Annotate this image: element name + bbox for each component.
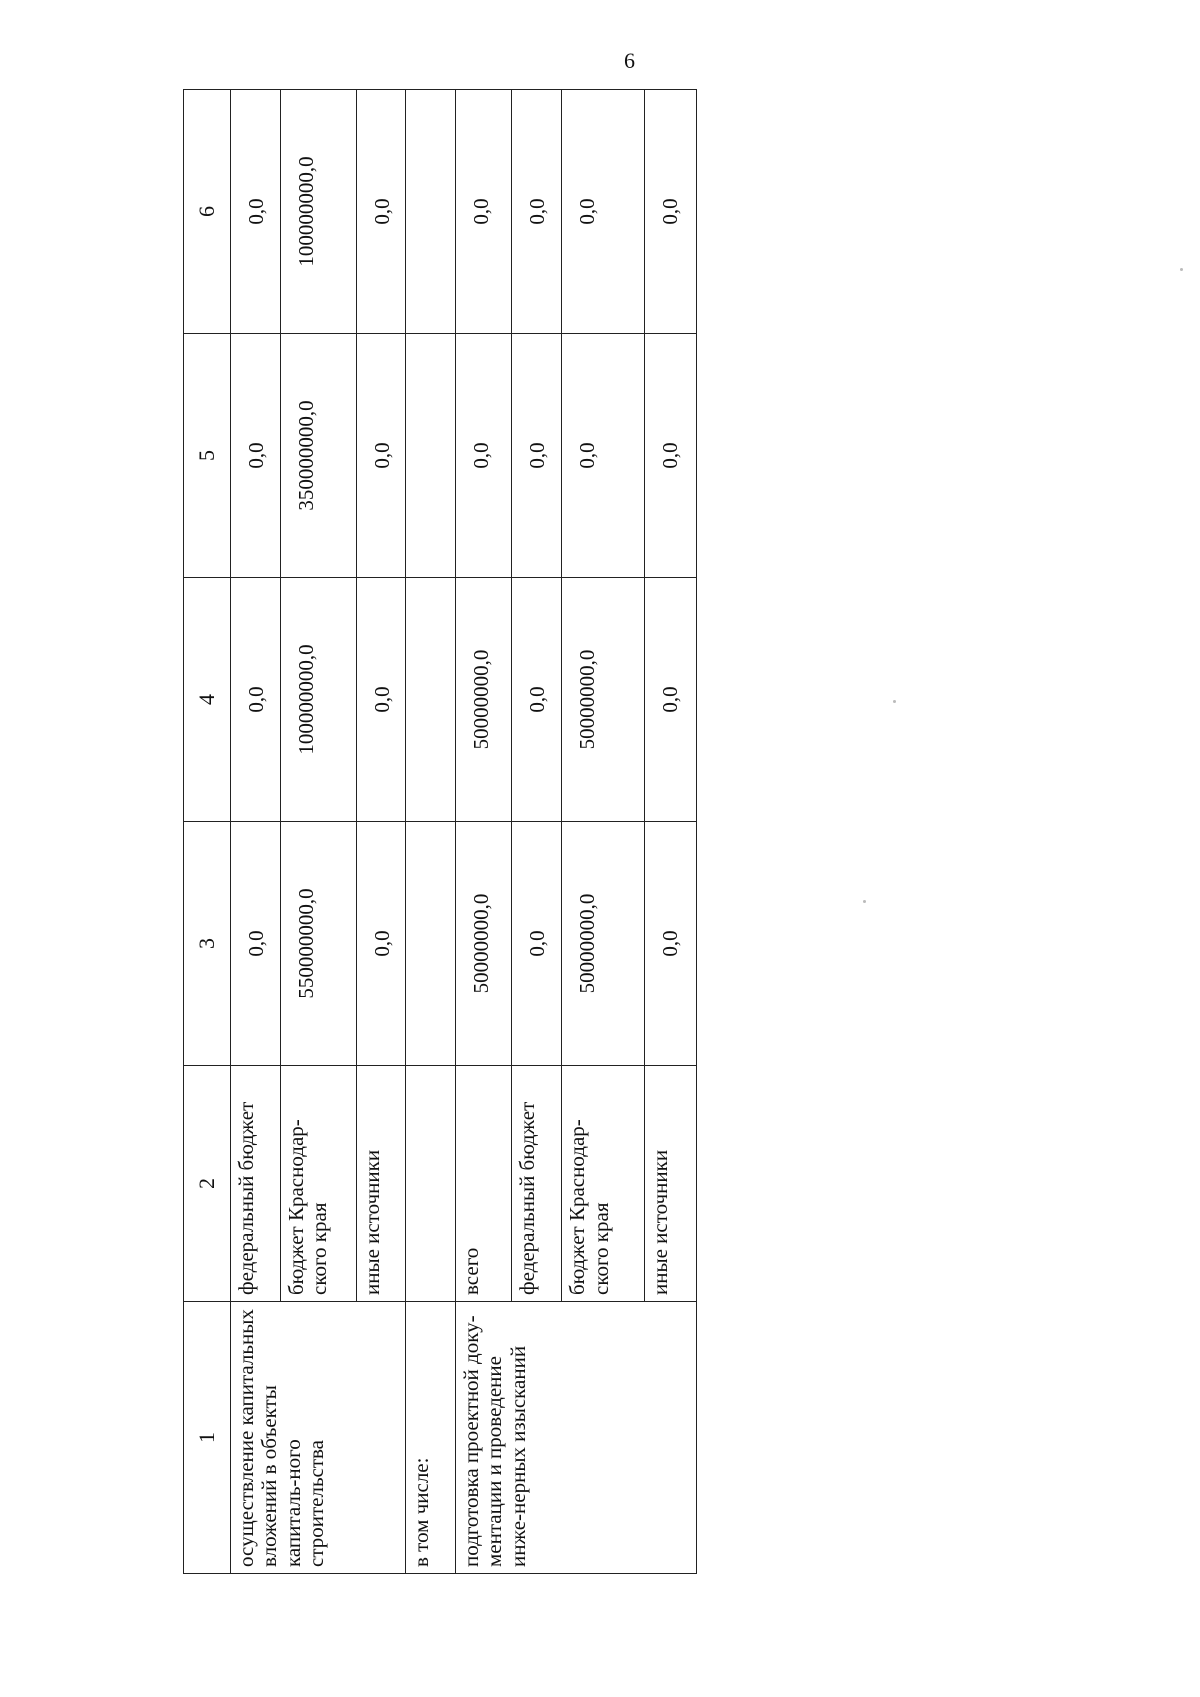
value-cell: 50000000,0 xyxy=(562,578,645,822)
value-cell: 0,0 xyxy=(644,578,696,822)
column-header: 3 xyxy=(184,822,231,1066)
source-label: всего xyxy=(455,1066,511,1302)
value-cell: 0,0 xyxy=(512,334,562,578)
value-cell: 0,0 xyxy=(230,822,280,1066)
rotated-table-wrapper xyxy=(183,90,697,1574)
empty-cell xyxy=(405,822,455,1066)
column-header: 6 xyxy=(184,90,231,334)
value-cell: 0,0 xyxy=(562,90,645,334)
budget-table xyxy=(183,89,697,1574)
value-cell: 0,0 xyxy=(357,822,406,1066)
column-header: 1 xyxy=(184,1302,231,1574)
value-cell: 0,0 xyxy=(230,90,280,334)
row-name: подготовка проектной доку-ментации и проведение инже-нерных изысканий xyxy=(455,1302,696,1574)
value-cell: 0,0 xyxy=(644,334,696,578)
column-header: 4 xyxy=(184,578,231,822)
scan-speck xyxy=(1180,268,1183,271)
source-label: федеральный бюджет xyxy=(230,1066,280,1302)
value-cell: 0,0 xyxy=(230,334,280,578)
empty-cell xyxy=(405,1066,455,1302)
value-cell: 50000000,0 xyxy=(562,822,645,1066)
value-cell: 0,0 xyxy=(512,578,562,822)
value-cell: 0,0 xyxy=(357,578,406,822)
page-number: 6 xyxy=(624,48,635,73)
source-label: бюджет Краснодар-ского края xyxy=(280,1066,356,1302)
source-label: иные источники xyxy=(644,1066,696,1302)
value-cell: 0,0 xyxy=(455,90,511,334)
source-label: бюджет Краснодар-ского края xyxy=(562,1066,645,1302)
source-label: иные источники xyxy=(357,1066,406,1302)
row-name: осуществление капитальных вложений в объекты капиталь-ного строительства xyxy=(230,1302,405,1574)
value-cell: 350000000,0 xyxy=(280,334,356,578)
section-label: в том числе: xyxy=(405,1302,455,1574)
scan-speck xyxy=(893,700,896,703)
value-cell: 0,0 xyxy=(562,334,645,578)
table-row xyxy=(230,90,280,1574)
value-cell: 0,0 xyxy=(644,822,696,1066)
value-cell: 0,0 xyxy=(512,90,562,334)
value-cell: 100000000,0 xyxy=(280,90,356,334)
empty-cell xyxy=(405,578,455,822)
value-cell: 0,0 xyxy=(357,90,406,334)
value-cell: 50000000,0 xyxy=(455,578,511,822)
value-cell: 550000000,0 xyxy=(280,822,356,1066)
value-cell: 100000000,0 xyxy=(280,578,356,822)
value-cell: 0,0 xyxy=(455,334,511,578)
value-cell: 0,0 xyxy=(644,90,696,334)
column-header: 5 xyxy=(184,334,231,578)
table-row xyxy=(455,90,511,1574)
column-header: 2 xyxy=(184,1066,231,1302)
value-cell: 0,0 xyxy=(230,578,280,822)
empty-cell xyxy=(405,334,455,578)
value-cell: 0,0 xyxy=(357,334,406,578)
value-cell: 50000000,0 xyxy=(455,822,511,1066)
empty-cell xyxy=(405,90,455,334)
scan-speck xyxy=(863,900,866,903)
header-row xyxy=(184,90,231,1574)
value-cell: 0,0 xyxy=(512,822,562,1066)
section-row xyxy=(405,90,455,1574)
source-label: федеральный бюджет xyxy=(512,1066,562,1302)
